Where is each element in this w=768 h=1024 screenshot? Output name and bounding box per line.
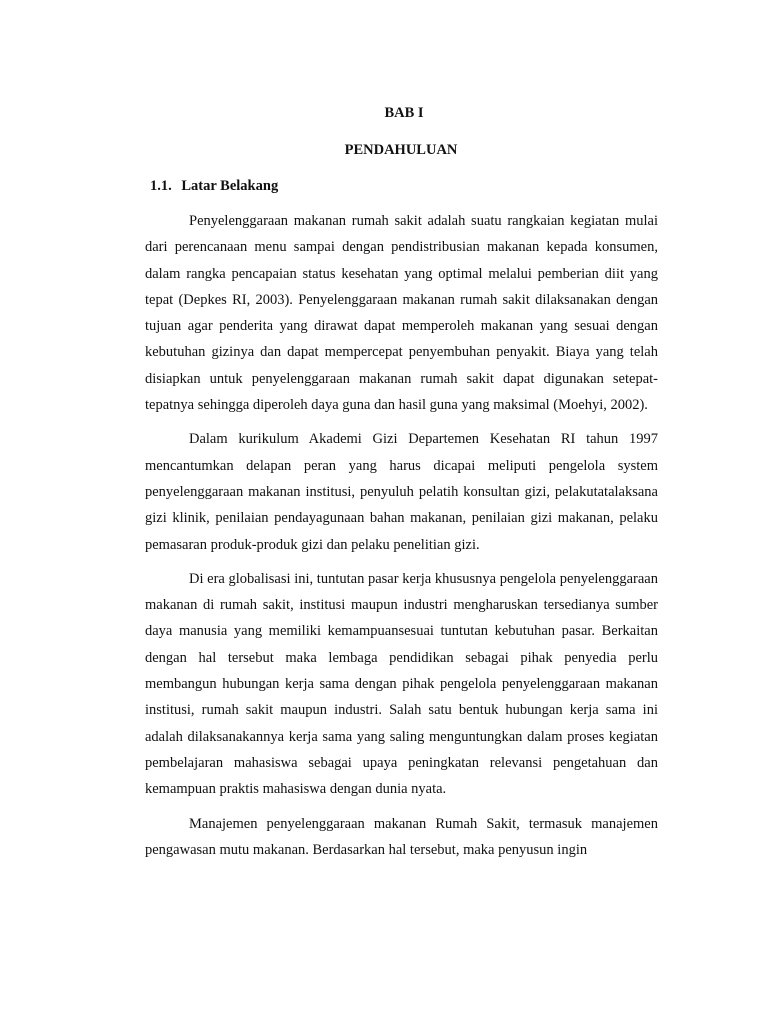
paragraph: Di era globalisasi ini, tuntutan pasar kerja khususnya pengelola penyelenggaraan makanan di rumah sakit, institusi maupun industri mengharuskan tersedianya sumber daya manusia yang memiliki kemampuansesuai tuntutan kebutuhan pasar. Berkaitan dengan hal tersebut maka lembaga pendidikan sebagai pihak penyedia perlu membangun hubungan kerja sama dengan pihak pengelola penyelenggaraan makanan institusi, rumah sakit maupun industri. Salah satu bentuk hubungan kerja sama ini adalah dilaksanakannya kerja sama yang saling menguntungkan dalam proses kegiatan pembelajaran mahasiswa sebagai upaya peningkatan relevansi pengetahuan dan kemampuan praktis mahasiswa dengan dunia nyata. — [145, 570, 658, 798]
paragraph: Manajemen penyelenggaraan makanan Rumah Sakit, termasuk manajemen pengawasan mutu makanan. Berdasarkan hal tersebut, maka penyusun ingin — [145, 815, 658, 858]
section-title: Latar Belakang — [181, 178, 279, 194]
chapter-number: BAB I — [384, 105, 424, 121]
paragraph: Penyelenggaraan makanan rumah sakit adalah suatu rangkaian kegiatan mulai dari perencanaan menu sampai dengan pendistribusian makanan kepada konsumen, dalam rangka pencapaian status kesehatan yang optimal melalui pemberian diit yang tepat (Depkes RI, 2003). Penyelenggaraan makanan rumah sakit dilaksanakan dengan tujuan agar penderita yang dirawat dapat memperoleh makanan yang sesuai dengan kebutuhan gizinya dan dapat mempercepat penyembuhan penyakit. Biaya yang telah disiapkan untuk penyelenggaraan makanan rumah sakit dapat digunakan setepat-tepatnya sehingga diperoleh daya guna dan hasil guna yang maksimal (Moehyi, 2002). — [145, 213, 658, 414]
section-heading — [150, 176, 278, 196]
section-number: 1.1. — [150, 178, 172, 194]
paragraph: Dalam kurikulum Akademi Gizi Departemen Kesehatan RI tahun 1997 mencantumkan delapan peran yang harus dicapai meliputi pengelola system penyelenggaraan makanan institusi, penyuluh pelatih konsultan gizi, pelakutatalaksana gizi klinik, penilaian pendayagunaan bahan makanan, penilaian gizi makanan, pelaku pemasaran produk-produk gizi dan pelaku penelitian gizi. — [145, 431, 658, 553]
chapter-title: PENDAHULUAN — [344, 142, 458, 158]
body-text — [145, 208, 658, 863]
